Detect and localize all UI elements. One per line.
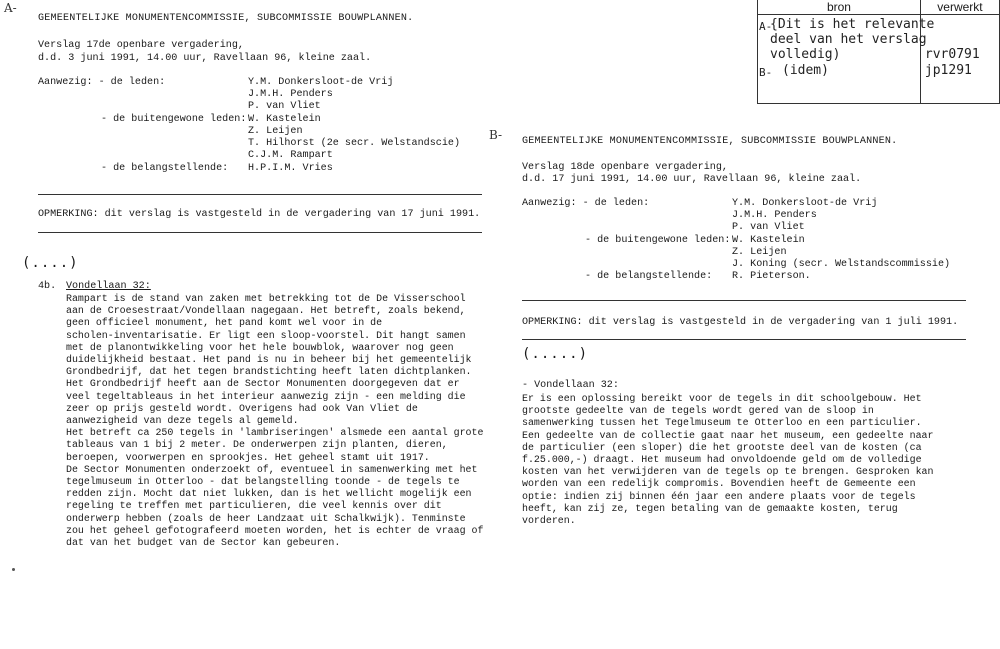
header-verwerkt: verwerkt <box>920 0 999 15</box>
doc-b-member-1: Y.M. Donkersloot-de Vrij <box>732 198 878 209</box>
doc-b-guest-1: R. Pieterson. <box>732 271 811 282</box>
doc-b-member-2: J.M.H. Penders <box>732 210 817 221</box>
doc-b-item-body: Er is een oplossing bereikt voor de tegels in dit schoolgebouw. Het grootste gedeelte van de tegels wordt gered van de sloop in samenwerking tussen het Tegelmuseum te Otterloo en een particulier. Een gedeelte van de collectie gaat naar het museum, een gedeelte naar de particulier (een sloper) die het grootste deel van de kosten (ca f.25.000,-) draagt. Het museum had onvoldoende geld om de volledige kosten van het verwijderen van de tegels op te brengen. Gesproken kan worden van een redelijk compromis. Bovendien heeft de Gemeente een optie: indien zij binnen één jaar een andere plaats voor de tegels heeft, kan zij ze, tegen betaling van de gemaakte kosten, terug vorderen. <box>522 393 934 527</box>
bron-a-marker: A- <box>759 20 773 33</box>
doc-b-report-line2: d.d. 17 juni 1991, 14.00 uur, Ravellaan 96, kleine zaal. <box>522 174 862 185</box>
doc-b-attendance-label-guest: - de belangstellende: <box>585 271 713 282</box>
doc-a-attendance-label-extra: - de buitengewone leden: <box>101 114 247 125</box>
doc-b-attendance-label-members: Aanwezig: - de leden: <box>522 198 650 209</box>
doc-a-rule-top <box>38 194 482 195</box>
doc-a-remark: OPMERKING: dit verslag is vastgesteld in de vergadering van 17 juni 1991. <box>38 209 481 220</box>
doc-b-attendance-label-extra: - de buitengewone leden: <box>585 235 731 246</box>
doc-a-member-3: P. van Vliet <box>248 101 321 112</box>
verwerkt-b: jp1291 <box>924 63 972 78</box>
doc-a-report-line1: Verslag 17de openbare vergadering, <box>38 40 244 51</box>
doc-a-attendance-label-guest: - de belangstellende: <box>101 163 229 174</box>
doc-a-ellipsis: (....) <box>22 255 79 271</box>
doc-b-extra-3: J. Koning (secr. Welstandscommissie) <box>732 259 951 270</box>
verwerkt-cell <box>920 15 999 104</box>
bron-b-marker: B- <box>759 66 773 79</box>
doc-b-rule-top <box>522 300 966 301</box>
doc-b-report-line1: Verslag 18de openbare vergadering, <box>522 162 728 173</box>
doc-a-item-body: Rampart is de stand van zaken met betrekking tot de De Visserschool aan de Croesestraat/Vondellaan nagegaan. Het betreft, zoals bekend, geen officieel monument, het pand komt wel voor in de scholen-inventarisatie. Er ligt een sloop-voorstel. Dit hangt samen met de planontwikkeling voor het hele bouwblok, waarover nog geen duidelijkheid bestaat. Het pand is nu in beheer bij het gemeentelijk Grondbedrijf, dat het tegen brandstichting heeft laten dichtplanken. Het Grondbedrijf heeft aan de Sector Monumenten doorgegeven dat er veel tegeltableaus in het interieur aanwezig zijn - een melding die zeer op prijs gesteld wordt. Overigens had ook Van Vliet de aanwezigheid van deze tegels al gemeld. Het betreft ca 250 tegels in 'lambriseringen' alsmede een aantal grote tableaus van 1 bij 2 meter. De onderwerpen zijn planten, dieren, beroepen, voorwerpen en sprookjes. Het geheel stamt uit 1917. De Sector Monumenten onderzoekt of, eventueel in samenwerking met het tegelmuseum in Otterloo - dat belangstelling toonde - de tegels te redden zijn. Mocht dat niet lukken, dan is het wellicht mogelijk een regeling te treffen met particulieren, die veel kennis over dit onderwerp hebben (zoals de heer Landzaat uit Schalkwijk). Tenminste zou het geheel gefotografeerd moeten worden, het is echter de vraag of dat van het budget van de Sector kan gebeuren. <box>66 293 484 549</box>
doc-b-member-3: P. van Vliet <box>732 222 805 233</box>
verwerkt-a: rvr0791 <box>924 47 980 62</box>
bron-cell <box>758 15 935 104</box>
doc-a-rule-bottom <box>38 232 482 233</box>
doc-b-remark: OPMERKING: dit verslag is vastgesteld in de vergadering van 1 juli 1991. <box>522 317 959 328</box>
doc-a-guest-1: H.P.I.M. Vries <box>248 163 333 174</box>
doc-a-attendance-label-members: Aanwezig: - de leden: <box>38 77 166 88</box>
doc-b-ellipsis: (.....) <box>522 346 589 362</box>
marker-a: A- <box>4 1 17 15</box>
speck <box>12 568 15 571</box>
doc-a-extra-4: C.J.M. Rampart <box>248 150 333 161</box>
source-table <box>757 0 1000 104</box>
doc-a-item-number: 4b. <box>38 281 57 292</box>
doc-a-member-1: Y.M. Donkersloot-de Vrij <box>248 77 394 88</box>
doc-a-report-line2: d.d. 3 juni 1991, 14.00 uur, Ravellaan 96, kleine zaal. <box>38 53 372 64</box>
bron-a-text: {Dit is het relevante deel van het verslag volledig) <box>770 17 935 62</box>
doc-a-title: GEMEENTELIJKE MONUMENTENCOMMISSIE, SUBCOMMISSIE BOUWPLANNEN. <box>38 13 414 24</box>
doc-a-item-heading: Vondellaan 32: <box>66 281 151 292</box>
doc-a-extra-2: Z. Leijen <box>248 126 303 137</box>
doc-a-extra-1: W. Kastelein <box>248 114 321 125</box>
doc-b-rule-bottom <box>522 339 966 340</box>
doc-a-extra-3: T. Hilhorst (2e secr. Welstandscie) <box>248 138 461 149</box>
header-bron: bron <box>758 0 921 15</box>
doc-a-member-2: J.M.H. Penders <box>248 89 333 100</box>
doc-b-extra-1: W. Kastelein <box>732 235 805 246</box>
doc-b-title: GEMEENTELIJKE MONUMENTENCOMMISSIE, SUBCOMMISSIE BOUWPLANNEN. <box>522 136 898 147</box>
bron-b-text: (idem) <box>782 63 829 78</box>
marker-b: B- <box>489 128 503 142</box>
doc-b-item-heading: - Vondellaan 32: <box>522 380 619 391</box>
doc-b-extra-2: Z. Leijen <box>732 247 787 258</box>
